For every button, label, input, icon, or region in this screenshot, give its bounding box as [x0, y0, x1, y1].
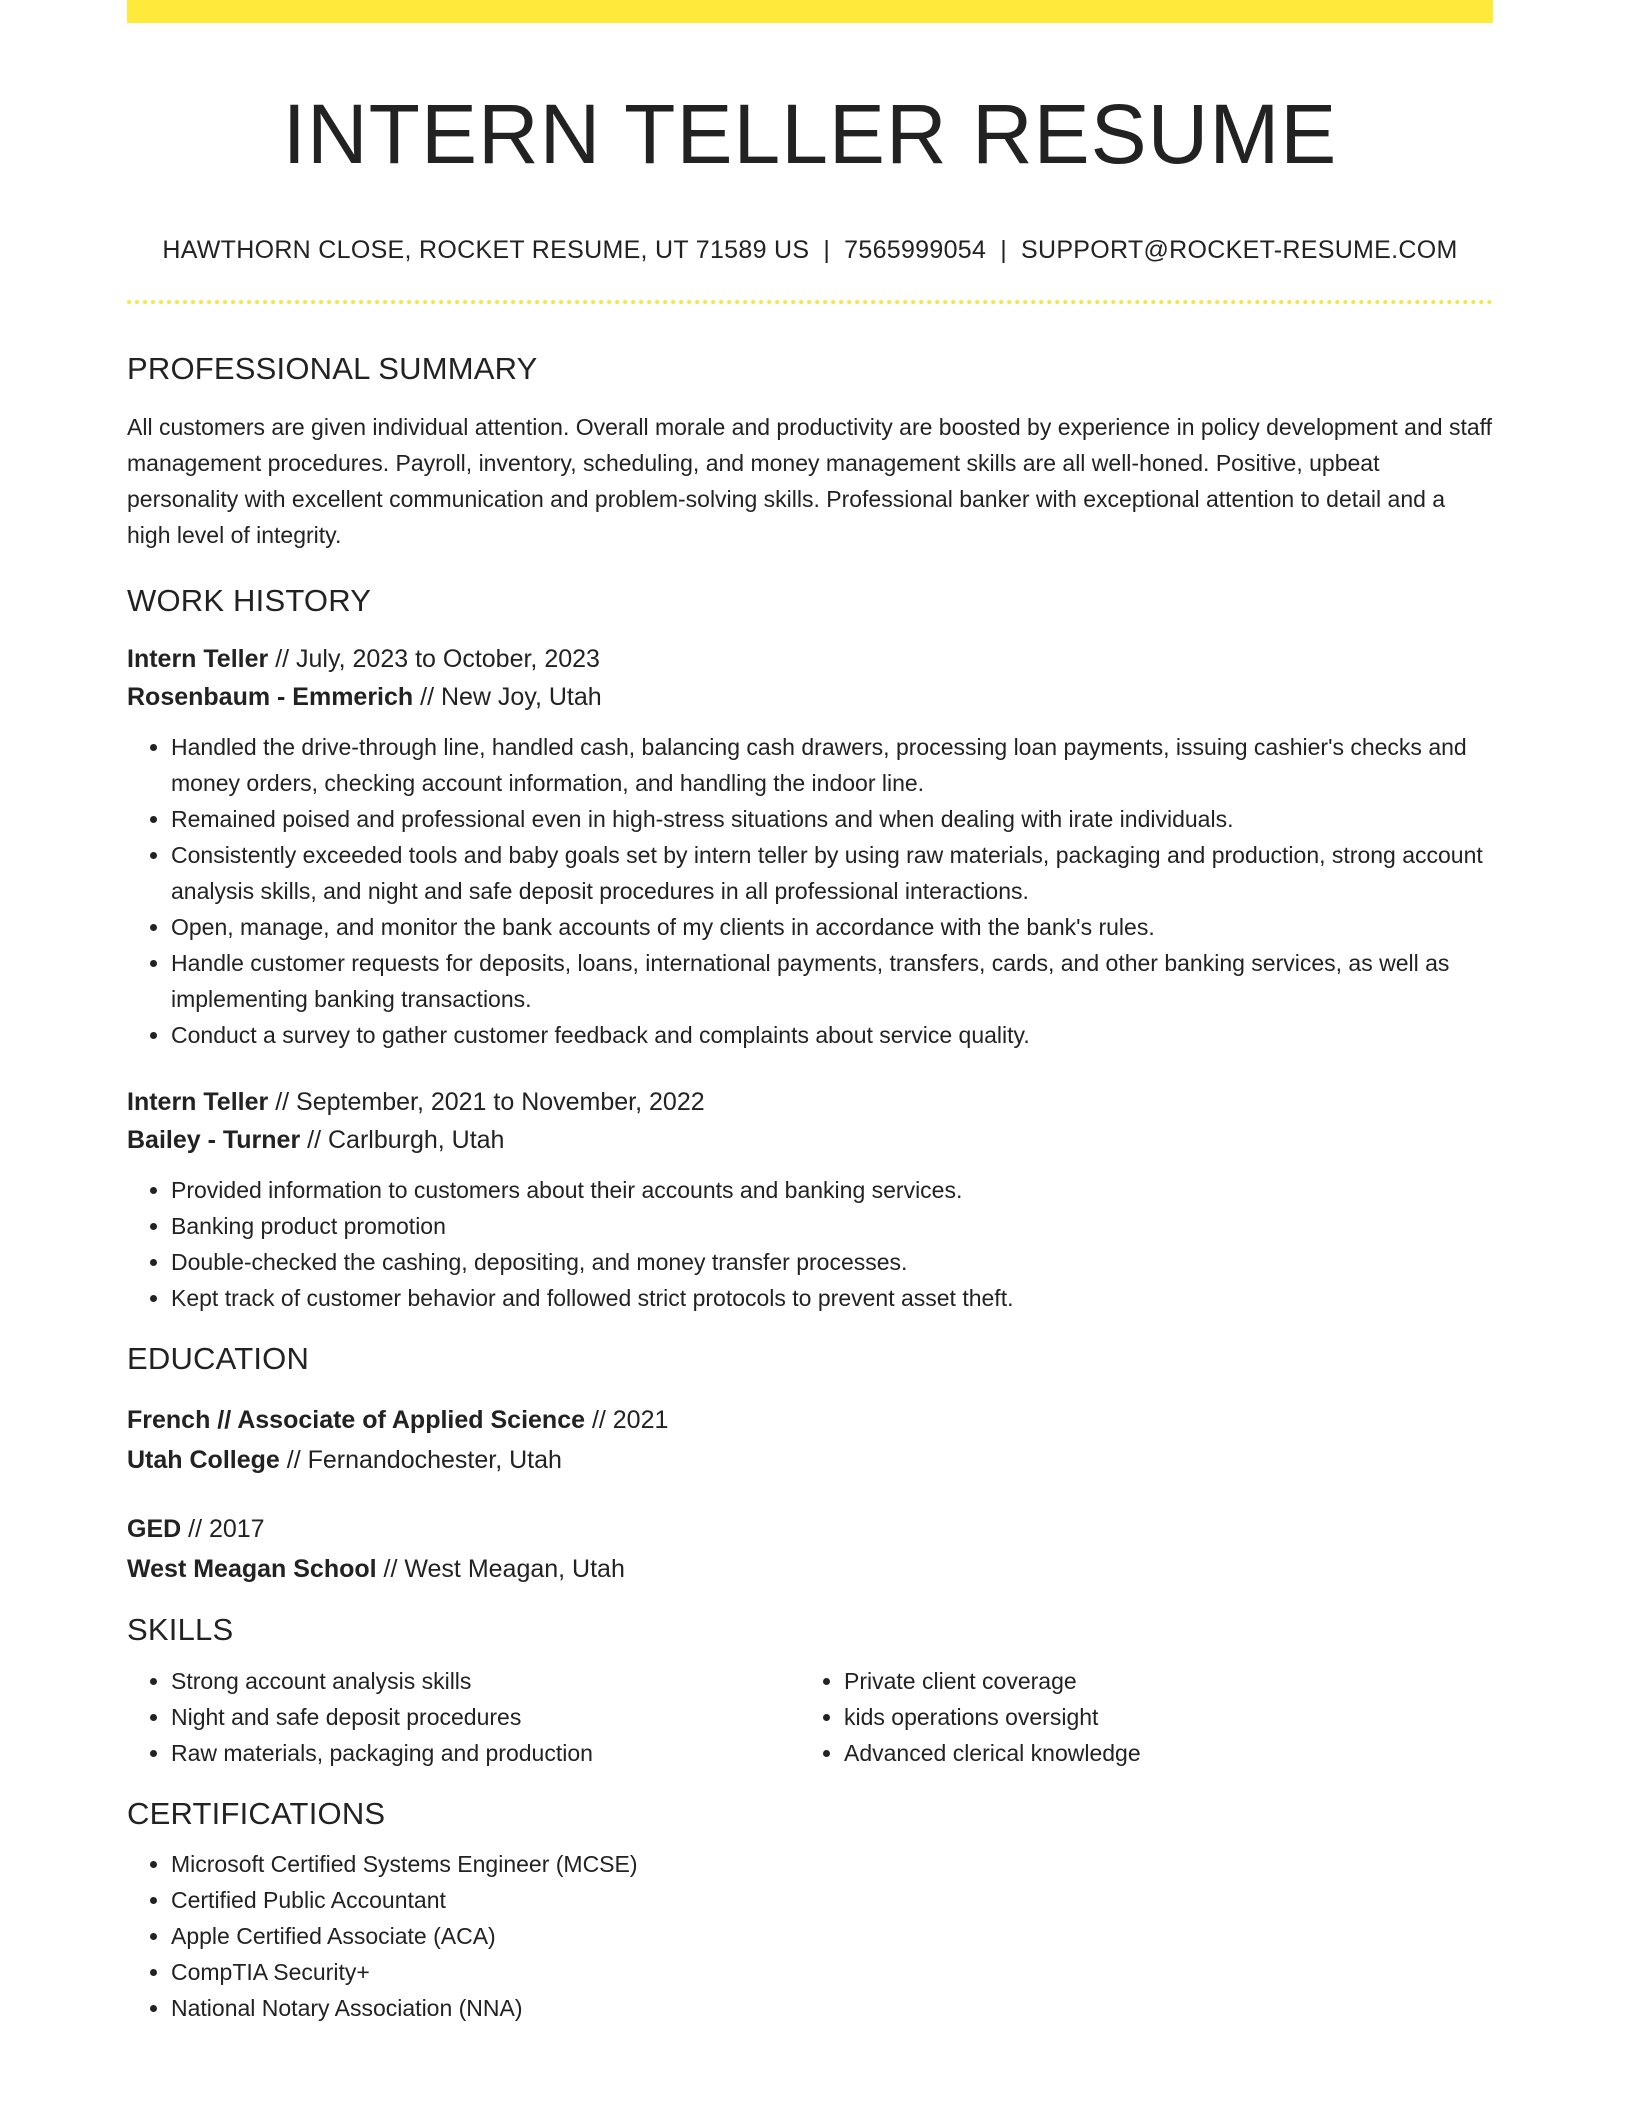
school-location: // West Meagan, Utah: [376, 1555, 625, 1583]
skill-item: • Raw materials, packaging and production: [171, 1735, 800, 1771]
education-heading: EDUCATION: [127, 1341, 310, 1376]
skill-item: • Night and safe deposit procedures: [171, 1699, 800, 1735]
job-bullets: [127, 1172, 1493, 1316]
certification-item: • National Notary Association (NNA): [171, 1990, 1493, 2026]
job-company-line: [127, 678, 1493, 716]
skill-item: • Private client coverage: [844, 1663, 1473, 1699]
school-line: [127, 1440, 1493, 1480]
job-title-line: [127, 640, 1493, 678]
school-location: // Fernandochester, Utah: [279, 1446, 562, 1474]
accent-top-bar: [127, 0, 1493, 23]
job-bullets: [127, 729, 1493, 1053]
list-item: • Handle customer requests for deposits, loans, international payments, transfers, cards, and other banking services, as well as implementing banking transactions.: [171, 945, 1493, 1017]
contact-separator: |: [823, 236, 831, 264]
job-title-line: [127, 1083, 1493, 1121]
skills-list-right: [800, 1663, 1473, 1771]
job-dates: // July, 2023 to October, 2023: [268, 645, 600, 673]
certifications-list: [127, 1846, 1493, 2026]
degree: GED: [127, 1515, 182, 1543]
school-line: [127, 1549, 1493, 1589]
degree-year: // 2017: [181, 1515, 265, 1543]
contact-phone: 7565999054: [844, 236, 987, 264]
work-history-heading: WORK HISTORY: [127, 583, 372, 618]
degree-year: // 2021: [585, 1406, 669, 1434]
job-company: Rosenbaum - Emmerich: [127, 683, 414, 711]
skill-item: • kids operations oversight: [844, 1699, 1473, 1735]
list-item: • Provided information to customers about their accounts and banking services.: [171, 1172, 1493, 1208]
degree: French // Associate of Applied Science: [127, 1406, 585, 1434]
skills-list-left: [127, 1663, 800, 1771]
certifications-heading: CERTIFICATIONS: [127, 1796, 386, 1831]
skills-heading: SKILLS: [127, 1612, 234, 1647]
resume-title: INTERN TELLER RESUME: [282, 87, 1338, 181]
education-entry: [127, 1400, 1493, 1480]
certification-item: • Certified Public Accountant: [171, 1882, 1493, 1918]
job-company-line: [127, 1121, 1493, 1159]
school: West Meagan School: [127, 1555, 377, 1583]
job-company: Bailey - Turner: [127, 1126, 301, 1154]
list-item: • Consistently exceeded tools and baby goals set by intern teller by using raw materials, packaging and production, strong account analysis skills, and night and safe deposit procedures in all professional interactions.: [171, 837, 1493, 909]
job-title: Intern Teller: [127, 1088, 269, 1116]
contact-line: [127, 235, 1493, 265]
job-dates: // September, 2021 to November, 2022: [268, 1088, 705, 1116]
degree-line: [127, 1509, 1493, 1549]
list-item: • Banking product promotion: [171, 1208, 1493, 1244]
dotted-divider: [127, 300, 1493, 304]
job-location: // New Joy, Utah: [413, 683, 602, 711]
certification-item: • Apple Certified Associate (ACA): [171, 1918, 1493, 1954]
certification-item: • CompTIA Security+: [171, 1954, 1493, 1990]
contact-separator: |: [1000, 236, 1007, 264]
job-location: // Carlburgh, Utah: [300, 1126, 505, 1154]
resume-page: [127, 0, 1493, 2026]
list-item: • Conduct a survey to gather customer feedback and complaints about service quality.: [171, 1017, 1493, 1053]
list-item: • Remained poised and professional even in high-stress situations and when dealing with irate individuals.: [171, 801, 1493, 837]
list-item: • Handled the drive-through line, handled cash, balancing cash drawers, processing loan payments, issuing cashier's checks and money orders, checking account information, and handling the indoor line.: [171, 729, 1493, 801]
contact-email: SUPPORT@ROCKET-RESUME.COM: [1021, 236, 1458, 264]
education-entry: [127, 1509, 1493, 1589]
job-title: Intern Teller: [127, 645, 269, 673]
summary-heading: PROFESSIONAL SUMMARY: [127, 351, 538, 386]
summary-text: All customers are given individual attention. Overall morale and productivity are boosted by experience in policy development and staff management procedures. Payroll, inventory, scheduling, and money management skills are all well-honed. Positive, upbeat personality with excellent communication and problem-solving skills. Professional banker with exceptional attention to detail and a high level of integrity.: [127, 414, 1492, 548]
skill-item: • Advanced clerical knowledge: [844, 1735, 1473, 1771]
list-item: • Double-checked the cashing, depositing, and money transfer processes.: [171, 1244, 1493, 1280]
school: Utah College: [127, 1446, 280, 1474]
skill-item: • Strong account analysis skills: [171, 1663, 800, 1699]
job-entry: [127, 640, 1493, 716]
contact-address: HAWTHORN CLOSE, ROCKET RESUME, UT 71589 US: [162, 236, 810, 264]
job-entry: [127, 1083, 1493, 1159]
certification-item: • Microsoft Certified Systems Engineer (MCSE): [171, 1846, 1493, 1882]
skills-columns: [127, 1663, 1493, 1771]
list-item: • Kept track of customer behavior and followed strict protocols to prevent asset theft.: [171, 1280, 1493, 1316]
degree-line: [127, 1400, 1493, 1440]
list-item: • Open, manage, and monitor the bank accounts of my clients in accordance with the bank's rules.: [171, 909, 1493, 945]
